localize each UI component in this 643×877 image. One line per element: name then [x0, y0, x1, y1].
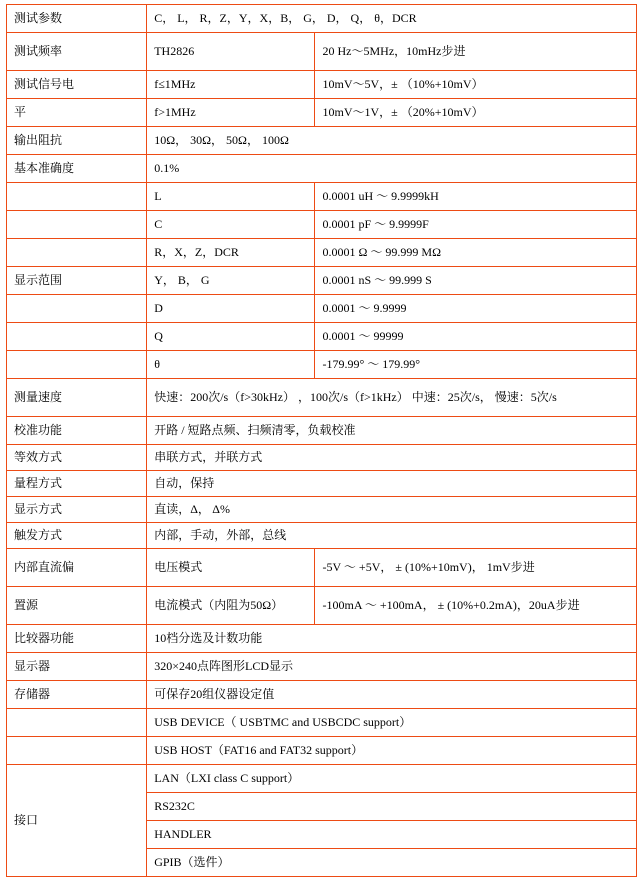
dc-bias-current-value: -100mA ～ +100mA， ± (10%+0.2mA)，20uA步进: [315, 587, 637, 625]
display-range-spacer-2: [7, 211, 147, 239]
row-label-interface: 接口: [7, 765, 147, 877]
row-label-measure-speed: 测量速度: [7, 379, 147, 417]
row-condition-signal-level-high: f>1MHz: [147, 99, 315, 127]
interface-item: LAN（LXI class C support）: [147, 765, 637, 793]
table-row: [7, 417, 637, 445]
display-range-spacer-4: [7, 295, 147, 323]
interface-item: RS232C: [147, 793, 637, 821]
row-label-signal-level-low: 测试信号电: [7, 71, 147, 99]
dc-bias-voltage-value: -5V ～ +5V， ± (10%+10mV)， 1mV步进: [315, 549, 637, 587]
display-range-value: 0.0001 uH ～ 9.9999kH: [315, 183, 637, 211]
row-model-test-frequency: TH2826: [147, 33, 315, 71]
row-value-signal-level-high: 10mV～1V，± （20%+10mV）: [315, 99, 637, 127]
table-row: [7, 379, 637, 417]
table-row: [7, 471, 637, 497]
display-range-spacer-6: [7, 351, 147, 379]
table-row: [7, 523, 637, 549]
row-label-display-device: 显示器: [7, 653, 147, 681]
interface-item: USB DEVICE（ USBTMC and USBCDC support）: [147, 709, 637, 737]
interface-spacer-2: [7, 737, 147, 765]
table-row: [7, 681, 637, 709]
row-value-equivalent-mode: 串联方式，并联方式: [147, 445, 637, 471]
row-label-calibration: 校准功能: [7, 417, 147, 445]
display-range-spacer-3: [7, 239, 147, 267]
table-row: [7, 33, 637, 71]
display-range-param: R，X，Z，DCR: [147, 239, 315, 267]
table-row: [7, 5, 637, 33]
table-row: [7, 295, 637, 323]
dc-bias-current-mode: 电流模式（内阻为50Ω）: [147, 587, 315, 625]
row-value-test-frequency: 20 Hz～5MHz，10mHz步进: [315, 33, 637, 71]
display-range-value: 0.0001 nS ～ 99.999 S: [315, 267, 637, 295]
display-range-param: θ: [147, 351, 315, 379]
table-row: [7, 323, 637, 351]
interface-item: GPIB（选件）: [147, 849, 637, 877]
row-label-dc-bias-line1: 内部直流偏: [7, 549, 147, 587]
table-row: [7, 765, 637, 793]
row-value-comparator: 10档分选及计数功能: [147, 625, 637, 653]
row-value-test-parameter: C， L， R，Z，Y，X，B， G， D， Q， θ，DCR: [147, 5, 637, 33]
table-row: [7, 445, 637, 471]
table-row: [7, 239, 637, 267]
table-row: [7, 99, 637, 127]
row-value-trigger-mode: 内部，手动，外部，总线: [147, 523, 637, 549]
table-row: [7, 737, 637, 765]
display-range-value: 0.0001 Ω ～ 99.999 MΩ: [315, 239, 637, 267]
display-range-spacer-5: [7, 323, 147, 351]
row-value-calibration: 开路 / 短路点频、扫频清零，负载校准: [147, 417, 637, 445]
display-range-param: Q: [147, 323, 315, 351]
dc-bias-voltage-mode: 电压模式: [147, 549, 315, 587]
row-label-memory: 存储器: [7, 681, 147, 709]
row-label-output-impedance: 输出阻抗: [7, 127, 147, 155]
row-label-signal-level-high: 平: [7, 99, 147, 127]
display-range-value: -179.99° ～ 179.99°: [315, 351, 637, 379]
row-value-measure-speed: 快速：200次/s（f>30kHz） ，100次/s（f>1kHz） 中速：25次/s， 慢速：5次/s: [147, 379, 637, 417]
table-row: [7, 183, 637, 211]
display-range-param: D: [147, 295, 315, 323]
display-range-param: C: [147, 211, 315, 239]
row-condition-signal-level-low: f≤1MHz: [147, 71, 315, 99]
row-value-signal-level-low: 10mV～5V，± （10%+10mV）: [315, 71, 637, 99]
row-label-trigger-mode: 触发方式: [7, 523, 147, 549]
table-row: [7, 211, 637, 239]
display-range-value: 0.0001 ～ 99999: [315, 323, 637, 351]
row-label-display-range: 显示范围: [7, 267, 147, 295]
table-row: [7, 267, 637, 295]
row-label-display-mode: 显示方式: [7, 497, 147, 523]
row-label-range-mode: 量程方式: [7, 471, 147, 497]
row-value-basic-accuracy: 0.1%: [147, 155, 637, 183]
row-label-dc-bias-line2: 置源: [7, 587, 147, 625]
row-label-test-parameter: 测试参数: [7, 5, 147, 33]
row-label-comparator: 比较器功能: [7, 625, 147, 653]
display-range-spacer-1: [7, 183, 147, 211]
table-row: [7, 549, 637, 587]
interface-item: HANDLER: [147, 821, 637, 849]
table-row: [7, 155, 637, 183]
specification-table: [6, 4, 637, 877]
row-value-output-impedance: 10Ω， 30Ω， 50Ω， 100Ω: [147, 127, 637, 155]
display-range-param: L: [147, 183, 315, 211]
table-row: [7, 587, 637, 625]
table-row: [7, 127, 637, 155]
table-row: [7, 653, 637, 681]
table-row: [7, 625, 637, 653]
table-row: [7, 71, 637, 99]
interface-spacer-1: [7, 709, 147, 737]
table-row: [7, 351, 637, 379]
table-row: [7, 709, 637, 737]
row-value-range-mode: 自动，保持: [147, 471, 637, 497]
row-label-equivalent-mode: 等效方式: [7, 445, 147, 471]
row-label-basic-accuracy: 基本准确度: [7, 155, 147, 183]
display-range-param: Y， B， G: [147, 267, 315, 295]
display-range-value: 0.0001 pF ～ 9.9999F: [315, 211, 637, 239]
row-value-memory: 可保存20组仪器设定值: [147, 681, 637, 709]
display-range-value: 0.0001 ～ 9.9999: [315, 295, 637, 323]
row-value-display-device: 320×240点阵图形LCD显示: [147, 653, 637, 681]
interface-item: USB HOST（FAT16 and FAT32 support）: [147, 737, 637, 765]
row-label-test-frequency: 测试频率: [7, 33, 147, 71]
row-value-display-mode: 直读，Δ， Δ%: [147, 497, 637, 523]
table-row: [7, 497, 637, 523]
